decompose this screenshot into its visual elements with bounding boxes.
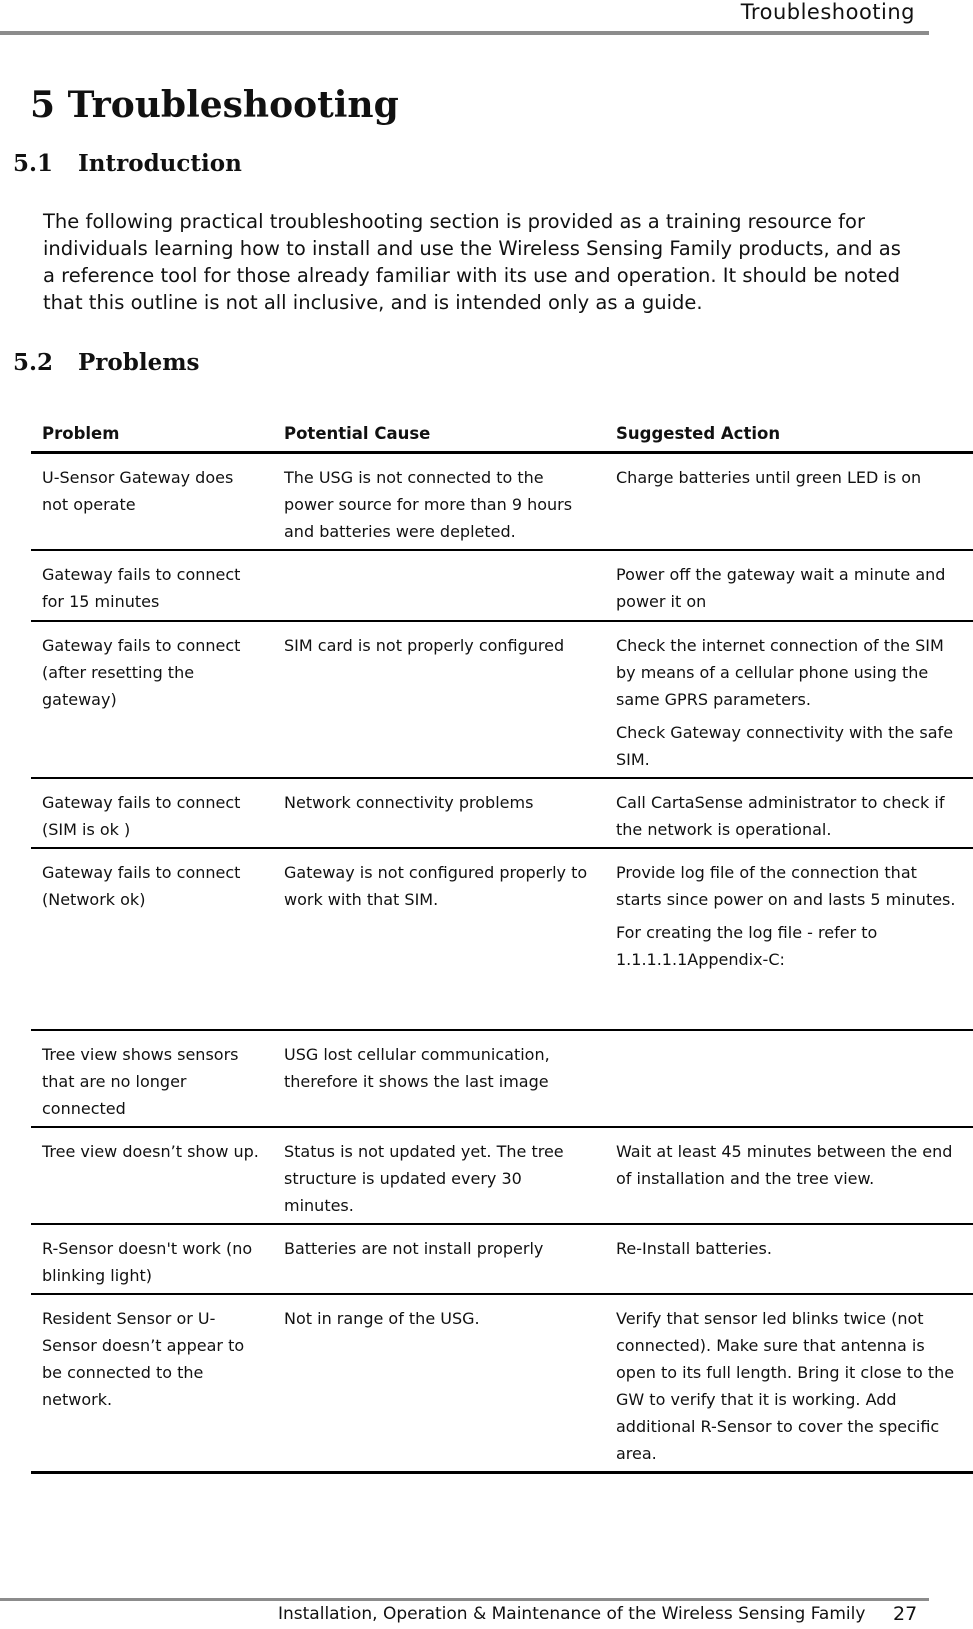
table-header-row (31, 420, 973, 453)
table-row (31, 550, 973, 621)
section-heading-introduction (13, 150, 242, 177)
problem-cell: Gateway fails to connect (after resetting the gateway) (31, 621, 273, 778)
action-cell (605, 621, 973, 778)
column-header-cause: Potential Cause (273, 420, 605, 453)
table-row (31, 1294, 973, 1473)
action-paragraph: Charge batteries until green LED is on (616, 468, 922, 487)
action-paragraph: Power off the gateway wait a minute and power it on (616, 565, 946, 611)
column-header-action: Suggested Action (605, 420, 973, 453)
problem-cell: R-Sensor doesn't work (no blinking light) (31, 1224, 273, 1294)
table-row (31, 1030, 973, 1127)
intro-paragraph: The following practical troubleshooting section is provided as a training resource for individuals learning how to install and use the Wireless Sensing Family products, and as a reference tool for those already familiar with its use and operation. It should be noted that this outline is not all inclusive, and is intended only as a guide. (43, 210, 901, 314)
footer-title: Installation, Operation & Maintenance of the Wireless Sensing Family (278, 1604, 866, 1624)
page-number: 27 (893, 1603, 918, 1625)
table-row (31, 453, 973, 551)
column-header-problem: Problem (31, 420, 273, 453)
action-cell (605, 550, 973, 621)
action-cell (605, 1294, 973, 1473)
problem-cell: U-Sensor Gateway does not operate (31, 453, 273, 551)
table-row (31, 621, 973, 778)
action-cell (605, 1030, 973, 1127)
action-cell (605, 453, 973, 551)
action-paragraph: Verify that sensor led blinks twice (not connected). Make sure that antenna is open to its full length. Bring it close to the GW to verify that it is working. Add additional R-Sensor to cover the specific area. (616, 1309, 955, 1463)
footer-rule (0, 1598, 929, 1601)
action-paragraph: Provide log file of the connection that starts since power on and lasts 5 minutes. (616, 863, 956, 909)
problem-cell: Resident Sensor or U-Sensor doesn’t appear to be connected to the network. (31, 1294, 273, 1473)
action-paragraph: Re-Install batteries. (616, 1239, 772, 1258)
action-paragraph: Call CartaSense administrator to check if the network is operational. (616, 793, 945, 839)
problem-cell: Tree view shows sensors that are no longer connected (31, 1030, 273, 1127)
header-rule (0, 31, 929, 35)
chapter-heading: 5 Troubleshooting (30, 84, 399, 126)
table-row (31, 1127, 973, 1224)
problem-cell: Gateway fails to connect for 15 minutes (31, 550, 273, 621)
action-paragraph: For creating the log file - refer to 1.1.1.1.1Appendix-C: (616, 923, 878, 969)
cause-cell: Status is not updated yet. The tree structure is updated every 30 minutes. (273, 1127, 605, 1224)
section-title: Problems (78, 349, 200, 376)
action-paragraph: Check Gateway connectivity with the safe SIM. (616, 723, 954, 769)
cause-cell: USG lost cellular communication, therefore it shows the last image (273, 1030, 605, 1127)
problem-cell: Gateway fails to connect (SIM is ok ) (31, 778, 273, 848)
action-cell (605, 778, 973, 848)
cause-cell (273, 550, 605, 621)
action-paragraph: Check the internet connection of the SIM by means of a cellular phone using the same GPRS parameters. (616, 636, 944, 709)
section-title: Introduction (78, 150, 242, 177)
problem-cell: Gateway fails to connect (Network ok) (31, 848, 273, 1030)
table-row (31, 778, 973, 848)
problem-cell: Tree view doesn’t show up. (31, 1127, 273, 1224)
cause-cell: Gateway is not configured properly to work with that SIM. (273, 848, 605, 1030)
section-number: 5.1 (13, 150, 54, 177)
cause-cell: Network connectivity problems (273, 778, 605, 848)
problems-table (31, 420, 973, 1474)
section-number: 5.2 (13, 349, 54, 376)
action-cell (605, 1127, 973, 1224)
cause-cell: Not in range of the USG. (273, 1294, 605, 1473)
action-cell (605, 1224, 973, 1294)
action-paragraph: Wait at least 45 minutes between the end of installation and the tree view. (616, 1142, 953, 1188)
cause-cell: The USG is not connected to the power source for more than 9 hours and batteries were depleted. (273, 453, 605, 551)
running-header: Troubleshooting (740, 0, 915, 24)
table-row (31, 848, 973, 1030)
table-body (31, 453, 973, 1473)
action-cell (605, 848, 973, 1030)
cause-cell: SIM card is not properly configured (273, 621, 605, 778)
section-heading-problems (13, 349, 200, 376)
table-row (31, 1224, 973, 1294)
cause-cell: Batteries are not install properly (273, 1224, 605, 1294)
